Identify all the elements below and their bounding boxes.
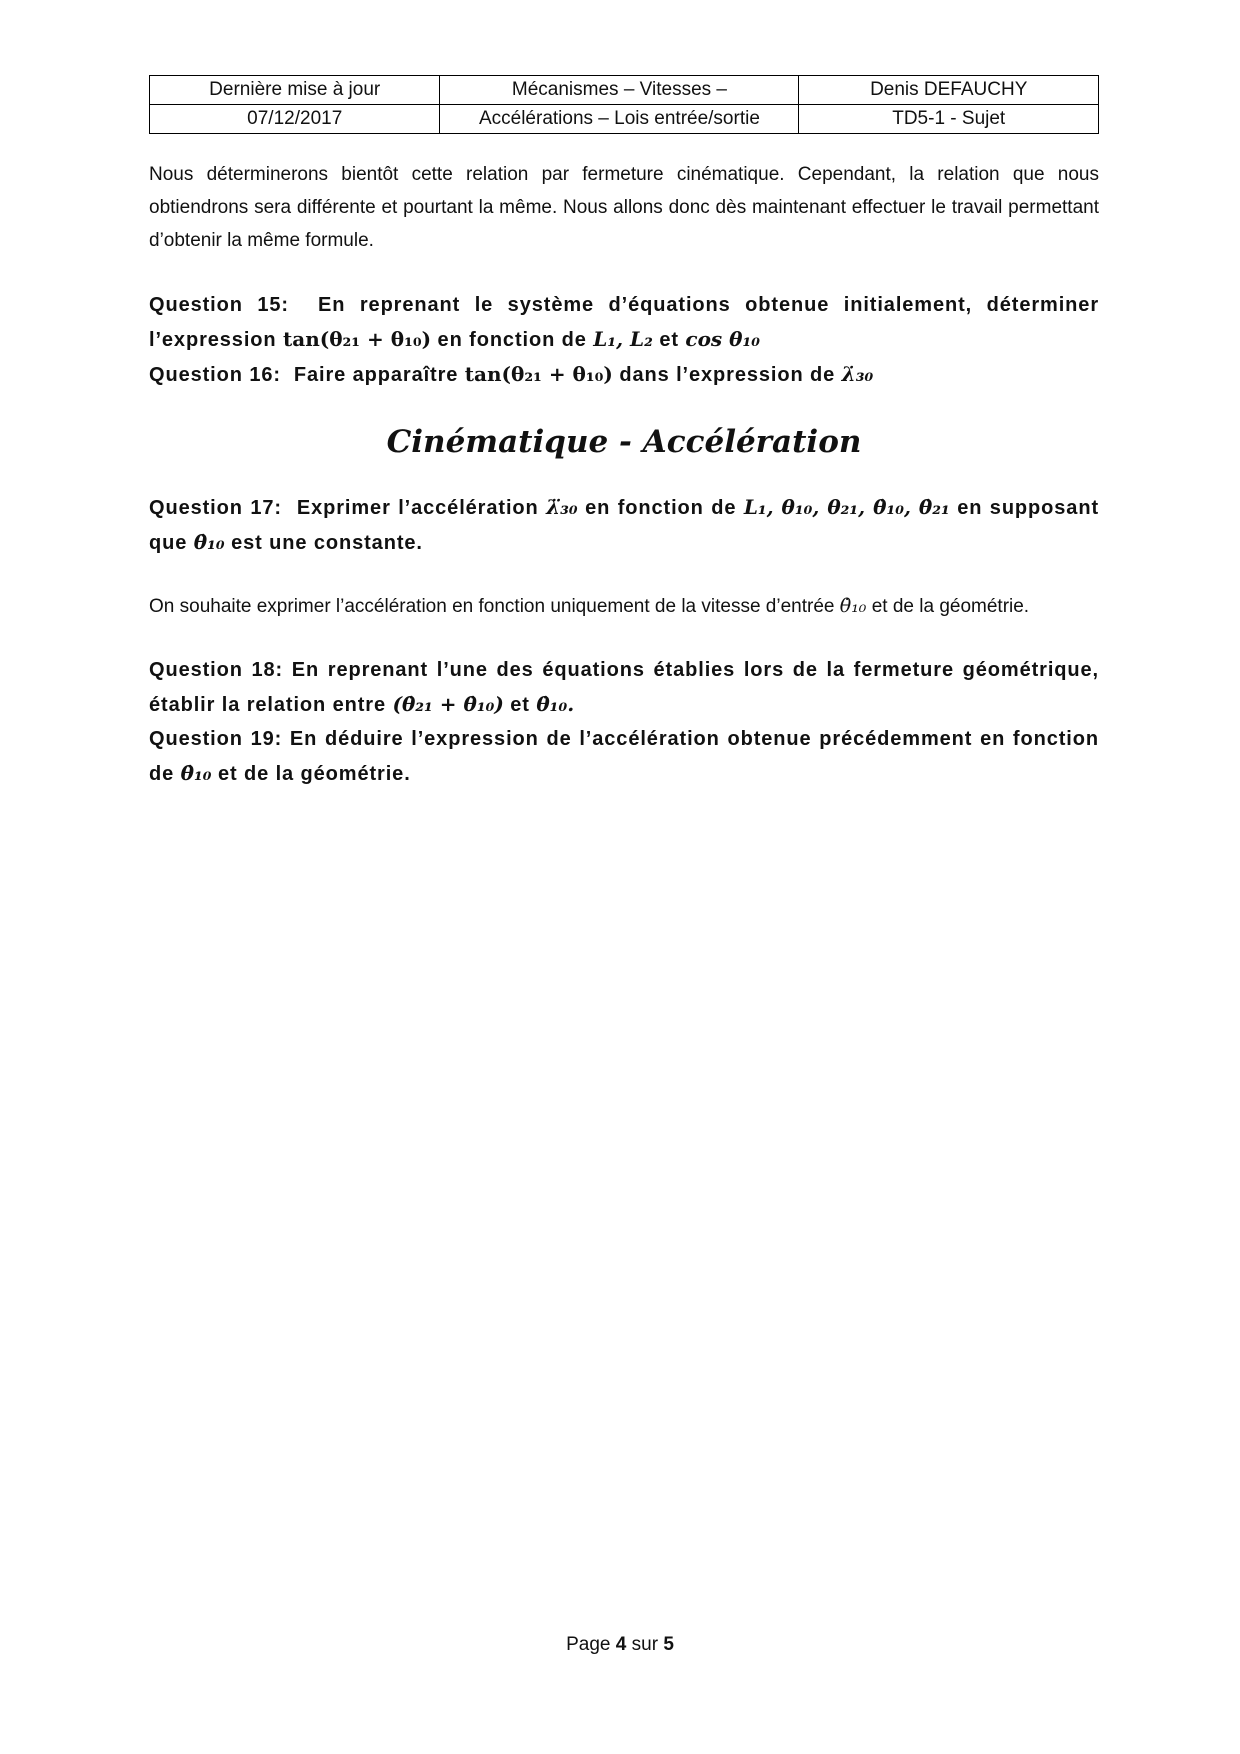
question-17 bbox=[149, 490, 1099, 560]
q15-math-lengths: L₁, L₂ bbox=[593, 327, 653, 351]
footer-page-total: 5 bbox=[663, 1634, 674, 1655]
q17-math-variables: L₁, θ₁₀, θ₂₁, θ̇₁₀, θ̇₂₁ bbox=[743, 495, 950, 519]
q18-math-theta-dot: θ̇₁₀. bbox=[536, 692, 575, 716]
doc-title-line1: Mécanismes – Vitesses – bbox=[440, 76, 799, 105]
footer-page-word: Page bbox=[566, 1634, 611, 1655]
q16-label: Question 16: bbox=[149, 364, 281, 386]
q15-label: Question 15: bbox=[149, 294, 289, 316]
q19-end: et de la géométrie. bbox=[217, 763, 411, 785]
q17-end-a: en supposant que bbox=[149, 497, 1100, 554]
updated-label: Dernière mise à jour bbox=[150, 76, 440, 105]
para2-text-b: et de la géométrie. bbox=[871, 596, 1030, 617]
intro-paragraph: Nous déterminerons bientôt cette relation par fermeture cinématique. Cependant, la relation que nous obtiendrons sera différente et pourtant la même. Nous allons donc dès maintenant effectuer le travail permettant d’obtenir la même formule. bbox=[149, 164, 1099, 251]
q15-and: et bbox=[659, 329, 679, 351]
page-footer bbox=[0, 1634, 1240, 1656]
question-15 bbox=[149, 288, 1099, 357]
author: Denis DEFAUCHY bbox=[799, 76, 1099, 105]
question-18 bbox=[149, 653, 1099, 722]
q16-math-lambda-dot: λ̇₃₀ bbox=[841, 362, 874, 386]
q17-mid: en fonction de bbox=[585, 497, 737, 519]
q18-and: et bbox=[510, 694, 530, 716]
section-title: Cinématique - Accélération bbox=[386, 424, 862, 460]
question-19 bbox=[149, 722, 1099, 791]
header-table bbox=[149, 75, 1099, 134]
q18-text: En reprenant l’une des équations établies lors de la fermeture géométrique, établir la relation entre bbox=[149, 659, 1100, 716]
footer-page-number: 4 bbox=[615, 1634, 627, 1655]
q15-math-tan: tan(θ₂₁ + θ₁₀) bbox=[283, 327, 432, 351]
paragraph-2 bbox=[149, 590, 1099, 623]
q16-end: dans l’expression de bbox=[619, 364, 836, 386]
doc-title-line2: Accélérations – Lois entrée/sortie bbox=[440, 105, 799, 134]
page-content bbox=[149, 158, 1099, 791]
q16-text: Faire apparaître bbox=[293, 364, 459, 386]
doc-id: TD5-1 - Sujet bbox=[799, 105, 1099, 134]
q18-math-sum: (θ̇₂₁ + θ̇₁₀) bbox=[392, 692, 504, 716]
q19-text: En déduire l’expression de l’accélération obtenue précédemment en fonction de bbox=[149, 728, 1099, 785]
q15-mid: en fonction de bbox=[437, 329, 587, 351]
footer-sur: sur bbox=[631, 1634, 659, 1655]
para2-math: θ̇₁₀ bbox=[839, 595, 867, 617]
updated-date: 07/12/2017 bbox=[150, 105, 440, 134]
q19-math-theta-dot: θ̇₁₀ bbox=[180, 761, 212, 785]
q17-end-b: est une constante. bbox=[231, 532, 423, 554]
question-16 bbox=[149, 357, 1099, 392]
q17-label: Question 17: bbox=[149, 497, 282, 519]
q17-math-theta-dot: θ̇₁₀ bbox=[193, 530, 225, 554]
para2-text-a: On souhaite exprimer l’accélération en fonction uniquement de la vitesse d’entrée bbox=[149, 596, 835, 617]
q15-math-cos: cos θ₁₀ bbox=[685, 327, 760, 351]
q17-text: Exprimer l’accélération bbox=[296, 497, 539, 519]
q16-math-tan: tan(θ₂₁ + θ₁₀) bbox=[464, 362, 613, 386]
q18-label: Question 18: bbox=[149, 659, 284, 681]
q19-label: Question 19: bbox=[149, 728, 283, 750]
q17-math-lambda-ddot: λ̈₃₀ bbox=[546, 495, 578, 519]
q15-text: En reprenant le système d’équations obtenue initialement, déterminer l’expression bbox=[149, 294, 1100, 351]
